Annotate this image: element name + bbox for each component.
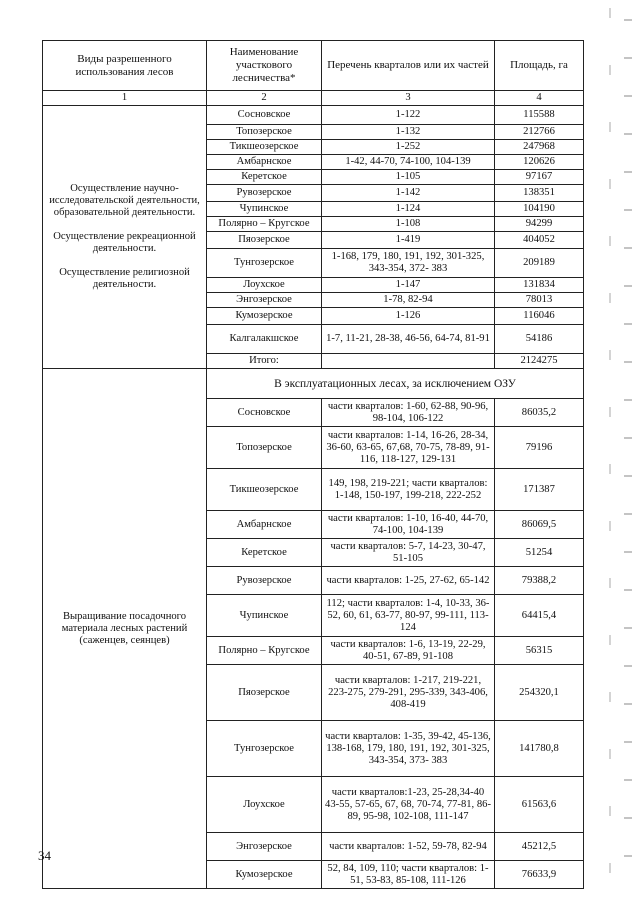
quarters-list: части кварталов: 1-35, 39-42, 45-136, 138-168, 179, 180, 191, 192, 301-325, 343-354, 373- 383 bbox=[322, 721, 495, 777]
area-value: 86035,2 bbox=[495, 399, 584, 427]
area-value: 209189 bbox=[495, 249, 584, 278]
area-value: 45212,5 bbox=[495, 833, 584, 861]
quarters-list: 1-124 bbox=[322, 202, 495, 217]
area-value: 97167 bbox=[495, 170, 584, 185]
quarters-list: части кварталов: 1-14, 16-26, 28-34, 36-60, 63-65, 67,68, 70-75, 78-89, 91-116, 118-127, 129-131 bbox=[322, 427, 495, 469]
quarters-list: 1-142 bbox=[322, 185, 495, 202]
area-value: 254320,1 bbox=[495, 665, 584, 721]
quarters-list: 1-126 bbox=[322, 308, 495, 325]
header-forestry: Наименование участкового лесничества* bbox=[207, 41, 322, 91]
forestry-name: Чупинское bbox=[207, 202, 322, 217]
forest-use-table bbox=[42, 40, 584, 889]
forestry-name: Лоухское bbox=[207, 278, 322, 293]
forestry-name: Керетское bbox=[207, 170, 322, 185]
area-value: 79196 bbox=[495, 427, 584, 469]
forestry-name: Тунгозерское bbox=[207, 249, 322, 278]
forestry-name: Амбарнское bbox=[207, 155, 322, 170]
header-land-use: Виды разрешенного использования лесов bbox=[43, 41, 207, 91]
area-value: 61563,6 bbox=[495, 777, 584, 833]
forestry-name: Тикшеозерское bbox=[207, 140, 322, 155]
column-number: 3 bbox=[322, 91, 495, 106]
group2-body bbox=[43, 369, 584, 889]
area-value: 212766 bbox=[495, 125, 584, 140]
header-row bbox=[43, 41, 584, 91]
area-value: 141780,8 bbox=[495, 721, 584, 777]
forestry-name: Тунгозерское bbox=[207, 721, 322, 777]
forestry-name: Кумозерское bbox=[207, 308, 322, 325]
quarters-list: 1-168, 179, 180, 191, 192, 301-325, 343-354, 372- 383 bbox=[322, 249, 495, 278]
forestry-name: Энгозерское bbox=[207, 293, 322, 308]
quarters-list: части кварталов: 1-60, 62-88, 90-96, 98-104, 106-122 bbox=[322, 399, 495, 427]
area-value: 404052 bbox=[495, 232, 584, 249]
column-number-row bbox=[43, 91, 584, 106]
area-value: 171387 bbox=[495, 469, 584, 511]
quarters-list: части кварталов: 1-52, 59-78, 82-94 bbox=[322, 833, 495, 861]
section-heading: В эксплуатационных лесах, за исключением ОЗУ bbox=[207, 369, 584, 399]
document-sheet bbox=[42, 40, 583, 889]
quarters-list: 1-108 bbox=[322, 217, 495, 232]
forestry-name: Тикшеозерское bbox=[207, 469, 322, 511]
forestry-name: Полярно – Кругское bbox=[207, 637, 322, 665]
forestry-name: Сосновское bbox=[207, 399, 322, 427]
quarters-list: 149, 198, 219-221; части кварталов: 1-148, 150-197, 199-218, 222-252 bbox=[322, 469, 495, 511]
column-number: 1 bbox=[43, 91, 207, 106]
header-area: Площадь, га bbox=[495, 41, 584, 91]
quarters-list: 1-105 bbox=[322, 170, 495, 185]
header-quarters: Перечень кварталов или их частей bbox=[322, 41, 495, 91]
area-value: 56315 bbox=[495, 637, 584, 665]
land-use-item: Осуществление научно-исследовательской деятельности, образовательной деятельности. bbox=[49, 183, 200, 218]
quarters-list: части кварталов: 1-10, 16-40, 44-70, 74-100, 104-139 bbox=[322, 511, 495, 539]
page-number: 34 bbox=[38, 848, 51, 863]
area-value: 54186 bbox=[495, 325, 584, 354]
area-value: 94299 bbox=[495, 217, 584, 232]
quarters-list: 112; части кварталов: 1-4, 10-33, 36-52, 60, 61, 63-77, 80-97, 99-111, 113-124 bbox=[322, 595, 495, 637]
quarters-list: части кварталов:1-23, 25-28,34-40 43-55, 57-65, 67, 68, 70-74, 77-81, 86-89, 95-98, 102-108, 111-147 bbox=[322, 777, 495, 833]
quarters-list: части кварталов: 1-25, 27-62, 65-142 bbox=[322, 567, 495, 595]
area-value: 138351 bbox=[495, 185, 584, 202]
area-value: 79388,2 bbox=[495, 567, 584, 595]
forestry-name: Топозерское bbox=[207, 125, 322, 140]
total-empty bbox=[322, 354, 495, 369]
quarters-list: 1-122 bbox=[322, 106, 495, 125]
area-value: 78013 bbox=[495, 293, 584, 308]
land-use-item: Осуществление религиозной деятельности. bbox=[59, 267, 190, 290]
quarters-list: части кварталов: 1-6, 13-19, 22-29, 40-51, 67-89, 91-108 bbox=[322, 637, 495, 665]
quarters-list: 1-252 bbox=[322, 140, 495, 155]
forestry-name: Рувозерское bbox=[207, 567, 322, 595]
quarters-list: части кварталов: 1-217, 219-221, 223-275, 279-291, 295-339, 343-406, 408-419 bbox=[322, 665, 495, 721]
area-value: 116046 bbox=[495, 308, 584, 325]
quarters-list: 1-132 bbox=[322, 125, 495, 140]
forestry-name: Керетское bbox=[207, 539, 322, 567]
total-label: Итого: bbox=[207, 354, 322, 369]
quarters-list: 1-419 bbox=[322, 232, 495, 249]
column-number: 4 bbox=[495, 91, 584, 106]
land-use-cell bbox=[43, 106, 207, 369]
area-value: 64415,4 bbox=[495, 595, 584, 637]
total-value: 2124275 bbox=[495, 354, 584, 369]
forestry-name: Амбарнское bbox=[207, 511, 322, 539]
quarters-list: 1-42, 44-70, 74-100, 104-139 bbox=[322, 155, 495, 170]
quarters-list: 1-7, 11-21, 28-38, 46-56, 64-74, 81-91 bbox=[322, 325, 495, 354]
land-use-item: Осуществление рекреационной деятельности. bbox=[53, 231, 196, 254]
quarters-list: 1-78, 82-94 bbox=[322, 293, 495, 308]
table-row bbox=[43, 106, 584, 125]
forestry-name: Пяозерское bbox=[207, 665, 322, 721]
forestry-name: Топозерское bbox=[207, 427, 322, 469]
area-value: 51254 bbox=[495, 539, 584, 567]
area-value: 131834 bbox=[495, 278, 584, 293]
quarters-list: части кварталов: 5-7, 14-23, 30-47, 51-105 bbox=[322, 539, 495, 567]
area-value: 76633,9 bbox=[495, 861, 584, 889]
quarters-list: 52, 84, 109, 110; части кварталов: 1-51, 53-83, 85-108, 111-126 bbox=[322, 861, 495, 889]
forestry-name: Сосновское bbox=[207, 106, 322, 125]
forestry-name: Пяозерское bbox=[207, 232, 322, 249]
area-value: 104190 bbox=[495, 202, 584, 217]
forestry-name: Энгозерское bbox=[207, 833, 322, 861]
forestry-name: Рувозерское bbox=[207, 185, 322, 202]
forestry-name: Полярно – Кругское bbox=[207, 217, 322, 232]
column-number: 2 bbox=[207, 91, 322, 106]
forestry-name: Чупинское bbox=[207, 595, 322, 637]
area-value: 115588 bbox=[495, 106, 584, 125]
land-use-cell: Выращивание посадочного материала лесных растений (саженцев, сеянцев) bbox=[43, 369, 207, 889]
group1-body bbox=[43, 106, 584, 369]
forestry-name: Калгалакшское bbox=[207, 325, 322, 354]
area-value: 247968 bbox=[495, 140, 584, 155]
quarters-list: 1-147 bbox=[322, 278, 495, 293]
section-row bbox=[43, 369, 584, 399]
forestry-name: Кумозерское bbox=[207, 861, 322, 889]
area-value: 86069,5 bbox=[495, 511, 584, 539]
scan-margin-marks bbox=[606, 0, 640, 905]
forestry-name: Лоухское bbox=[207, 777, 322, 833]
area-value: 120626 bbox=[495, 155, 584, 170]
